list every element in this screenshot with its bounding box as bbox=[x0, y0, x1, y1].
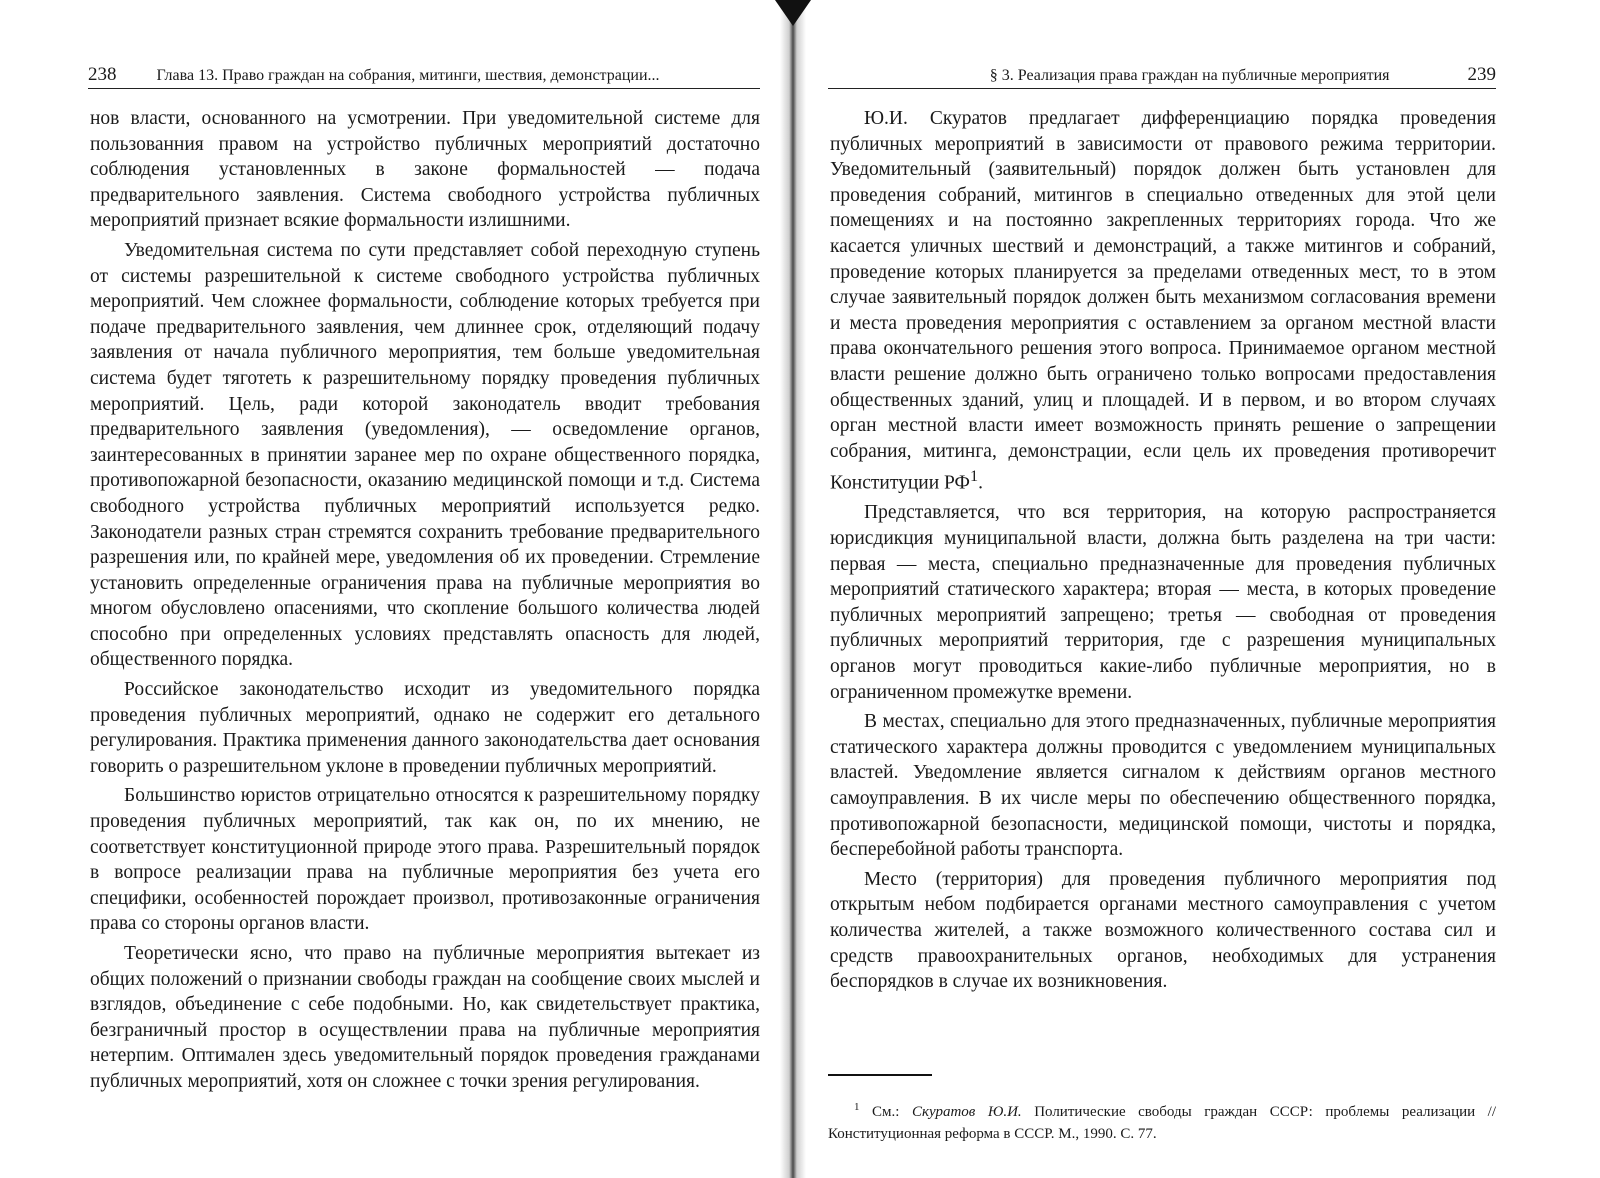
page-number: 239 bbox=[1467, 64, 1496, 85]
footnote-separator bbox=[828, 1074, 932, 1076]
paragraph: нов власти, основанного на усмотрении. При уведомительной системе для пользованния правом на устройство публичных мероприятий достаточно соблюдения установленных в законе формальностей — подача предварительного заявления. Система свободного устройства публичных мероприятий признает всякие формальности излишними. bbox=[90, 108, 760, 232]
chapter-title: Глава 13. Право граждан на собрания, митинги, шествия, демонстрации... bbox=[156, 67, 660, 84]
left-page bbox=[88, 0, 760, 1178]
paragraph: Большинство юристов отрицательно относятся к разрешительному порядку проведения публичных мероприятий, так как он, по их мнению, не соответствует конституционной природе этого права. Разрешительный порядок в вопросе реализации права на публичные мероприятия без учета его специфики, особенностей порождает произвол, противозаконные ограничения права со стороны органов власти. bbox=[90, 785, 760, 935]
footnote bbox=[828, 1096, 1496, 1145]
footnote-citation: Политические свободы граждан СССР: проблемы реализации // Конституционная реформа в СССР. М., 1990. С. 77. bbox=[828, 1104, 1497, 1142]
right-page bbox=[828, 0, 1496, 1178]
book-gutter bbox=[780, 0, 806, 1178]
footnote-mark: 1 bbox=[854, 1101, 860, 1113]
right-running-head bbox=[828, 62, 1496, 89]
right-page-body bbox=[830, 106, 1496, 995]
paragraph: Теоретически ясно, что право на публичные мероприятия вытекает из общих положений о признании свободы граждан на сообщение своих мыслей и взглядов, объединение с себе подобными. Но, как свидетельствует практика, безграничный простор в осуществлении права на публичные мероприятия нетерпим. Оптимален здесь уведомительный порядок проведения гражданами публичных мероприятий, хотя он сложнее с точки зрения регулирования. bbox=[90, 943, 760, 1092]
paragraph: Представляется, что вся территория, на которую распространяется юрисдикция муниципальной власти, должна быть разделена на три части: первая — места, специально предназначенные для проведения публичных мероприятий статического характера; вторая — места, в которых проведение публичных мероприятий запрещено; третья — свободная от проведения публичных мероприятий территория, где с разрешения муниципальных органов могут проводиться какие-либо публичные мероприятия, но в ограниченном промежутке времени. bbox=[830, 502, 1496, 703]
footnote-text bbox=[828, 1096, 1496, 1145]
left-running-head bbox=[88, 62, 760, 89]
paragraph: Ю.И. Скуратов предлагает дифференциацию порядка проведения публичных мероприятий в зависимости от правового режима территории. Уведомительный (заявительный) порядок должен быть установлен для проведения собраний, митингов в специально отведенных для этой цели помещениях и на постоянно закрепленных территориях города. Что же касается уличных шествий и демонстраций, а также митингов и собраний, проведение которых планируется за пределами отведенных мест, то в этом случае заявительный порядок должен быть механизмом согласования времени и места проведения мероприятия с оставлением за органом местной власти права окончательного решения этого вопроса. Принимаемое органом местной власти решение должно быть ограничено только вопросами предоставления общественных зданий, улиц и площадей. И в первом, и во втором случаях орган местной власти имеет возможность принять решение о запрещении собрания, митинга, демонстрации, если цель их проведения противоречит Конституции $РФ^1$. bbox=[830, 108, 1496, 494]
footnote-reference: 1 bbox=[969, 467, 979, 486]
paragraph-text: Ю.И. Скуратов предлагает дифференциацию порядка проведения публичных мероприятий в зависимости от правового режима территории. Уведомительный (заявительный) порядок должен быть установлен для проведения собраний, митингов в специально отведенных для этой цели помещениях и на постоянно закрепленных территориях города. Что же касается уличных шествий и демонстраций, а также митингов и собраний, проведение которых планируется за пределами отведенных мест, то в этом случае заявительный порядок должен быть механизмом согласования времени и места проведения мероприятия с оставлением за органом местной власти права окончательного решения этого вопроса. Принимаемое органом местной власти решение должно быть ограничено только вопросами предоставления общественных зданий, улиц и площадей. И в первом, и во втором случаях орган местной власти имеет возможность принять решение о запрещении собрания, митинга, демонстрации, если цель их проведения противоречит Конституции РФ bbox=[830, 108, 1496, 494]
section-title: § 3. Реализация права граждан на публичные мероприятия bbox=[989, 67, 1390, 84]
paragraph: Место (территория) для проведения публичного мероприятия под открытым небом подбирается органами местного самоуправления с учетом количества жителей, а также возможного количественного состава сил и средств правоохранительных органов, необходимых для устранения беспорядков в случае их возникновения. bbox=[830, 868, 1496, 993]
page-number: 238 bbox=[88, 64, 117, 85]
paragraph: В местах, специально для этого предназначенных, публичные мероприятия статического характера должны проводится с уведомлением муниципальных властей. Уведомление является сигналом к действиям органов местного самоуправления. В их числе меры по обеспечению общественного порядка, противопожарной безопасности, медицинской помощи, чистоты и порядка, бесперебойной работы транспорта. bbox=[830, 711, 1496, 861]
paragraph: Российское законодательство исходит из уведомительного порядка проведения публичных мероприятий, однако не содержит его детального регулирования. Практика применения данного законодательства дает основания говорить о разрешительном уклоне в проведении публичных мероприятий. bbox=[90, 679, 760, 777]
footnote-author: Скуратов Ю.И. bbox=[911, 1104, 1022, 1120]
left-page-body bbox=[90, 106, 760, 1095]
footnote-prefix: См.: bbox=[872, 1104, 900, 1120]
paragraph: Уведомительная система по сути представляет собой переходную ступень от системы разрешительной к системе свободного устройства публичных мероприятий. Чем сложнее формальности, соблюдение которых требуется при подаче предварительного заявления, чем длиннее срок, отделяющий подачу заявления от начала публичного мероприятия, тем больше уведомительная система будет тяготеть к разрешительному порядку проведения публичных мероприятий. Цель, ради которой законодатель вводит требования предварительного заявления (уведомления), — осведомление органов, заинтересованных в принятии заранее мер по охране общественного порядка, противопожарной безопасности, оказанию медицинской помощи и т.д. Система свободного устройства публичных мероприятий используется редко. Законодатели разных стран стремятся сохранить требование предварительного разрешения или, по крайней мере, уведомления об их проведении. Стремление установить определенные ограничения права на публичные мероприятия во многом обусловлено опасениями, что скопление большого количества людей способно при определенных условиях представлять опасность для людей, общественного порядка. bbox=[90, 239, 760, 671]
